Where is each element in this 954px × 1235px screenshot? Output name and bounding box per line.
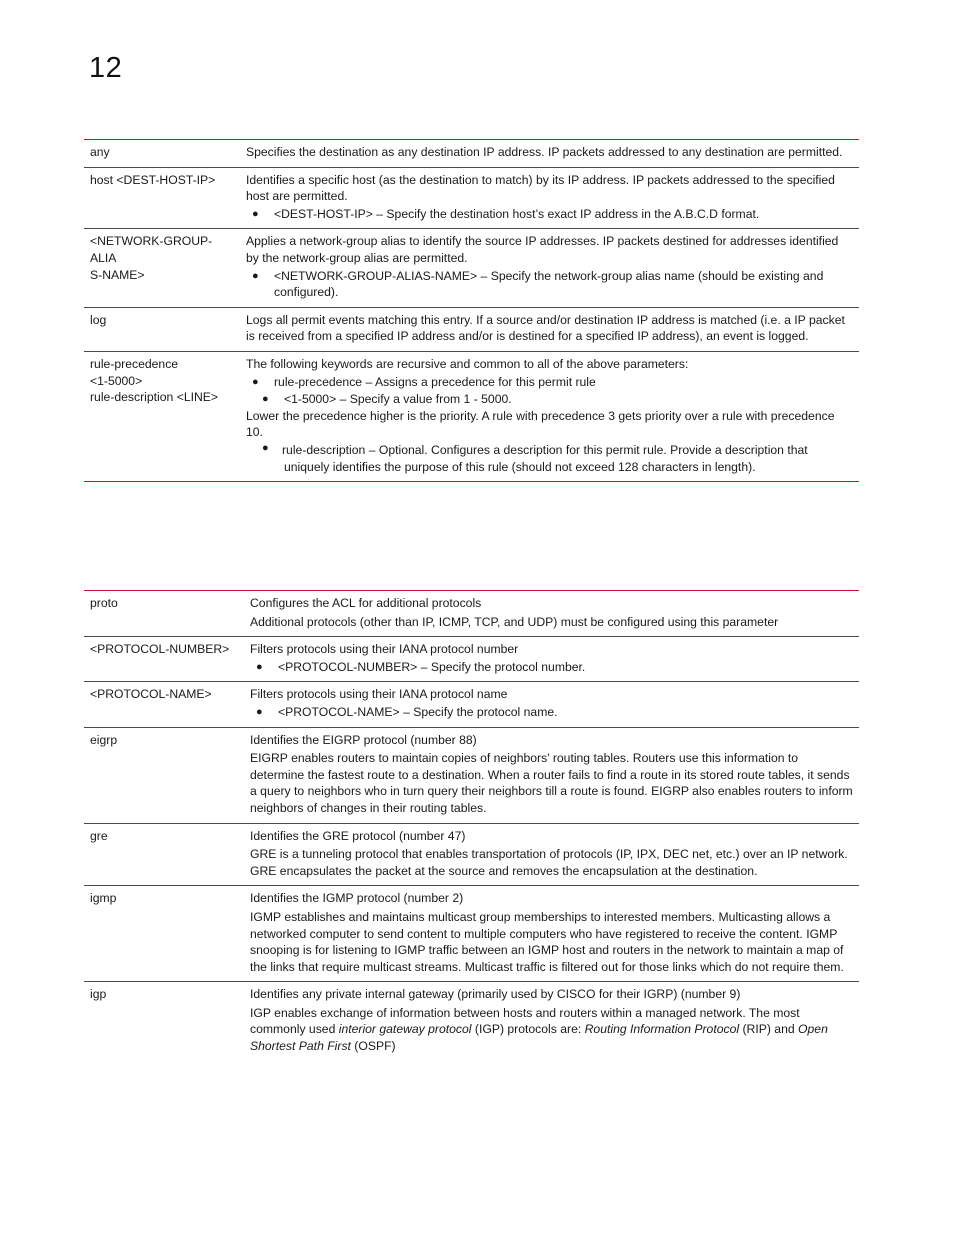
bullet-icon: ● bbox=[256, 705, 263, 718]
description-text: Additional protocols (other than IP, ICMP, TCP, and UDP) must be configured using this parameter bbox=[250, 614, 779, 629]
param-name: log bbox=[90, 312, 107, 327]
bullet-icon: ● bbox=[262, 441, 269, 454]
param-description bbox=[240, 140, 859, 168]
bullet-item bbox=[246, 374, 853, 391]
description-text: Filters protocols using their IANA protocol name bbox=[250, 687, 508, 702]
bullet-icon: ● bbox=[252, 207, 259, 220]
bullet-text: rule-description – Optional. Configures a description for this permit rule. Provide a description that uniquely identifies the purpose of this rule (should not exceed 128 characters in length). bbox=[282, 442, 808, 474]
param-name: igmp bbox=[90, 891, 117, 906]
table-row bbox=[84, 140, 859, 168]
param-name-line: S-NAME> bbox=[90, 267, 145, 282]
text-run: (OSPF) bbox=[350, 1039, 396, 1054]
param-name: igp bbox=[90, 987, 107, 1002]
description-text: EIGRP enables routers to maintain copies of neighbors’ routing tables. Routers use this information to determine the fastest route to a destination. When a router fails to find a route in its stored route tables, it sends a query to neighbors who in turn query their neighbors till a route is found. EIGRP also enables routers to inform neighbors of changes in their routing tables. bbox=[250, 751, 853, 815]
chapter-number: 12 bbox=[89, 52, 123, 84]
param-name: host <DEST-HOST-IP> bbox=[90, 172, 216, 187]
table-row bbox=[84, 682, 859, 727]
description-text: Logs all permit events matching this entry. If a source and/or destination IP address is matched (i.e. a IP packet is received from a specified IP address and/or is destined for a specified IP address), an event is logged. bbox=[246, 312, 845, 344]
bullet-item bbox=[250, 659, 853, 676]
parameter-table-destination bbox=[84, 139, 859, 482]
bullet-text: rule-precedence – Assigns a precedence for this permit rule bbox=[274, 374, 596, 389]
description-text: GRE is a tunneling protocol that enables transportation of protocols (IP, IPX, DEC net, etc.) over an IP network. GRE encapsulates the packet at the source and removes the encapsulation at the destination. bbox=[250, 847, 848, 878]
table-row bbox=[84, 637, 859, 682]
param-name: gre bbox=[90, 828, 108, 843]
text-run: IGP enables exchange of information between hosts and routers within a managed network. The most commonly used bbox=[250, 1005, 800, 1037]
bullet-item bbox=[246, 206, 853, 223]
param-description bbox=[240, 307, 859, 351]
param-description bbox=[240, 167, 859, 229]
description-text: Configures the ACL for additional protocols bbox=[250, 596, 482, 610]
bullet-item bbox=[246, 442, 853, 475]
param-description bbox=[244, 886, 859, 982]
table-row bbox=[84, 307, 859, 351]
param-name-line: rule-description <LINE> bbox=[90, 390, 219, 405]
description-text: Applies a network-group alias to identify the source IP addresses. IP packets destined for addresses identified by the network-group alias are permitted. bbox=[246, 234, 839, 265]
param-description bbox=[244, 637, 859, 682]
bullet-icon: ● bbox=[256, 660, 263, 673]
param-name: <PROTOCOL-NAME> bbox=[90, 687, 212, 702]
parameter-table-protocols bbox=[84, 590, 859, 1061]
param-description bbox=[244, 982, 859, 1061]
description-text: Identifies any private internal gateway (primarily used by CISCO for their IGRP) (number 9) bbox=[250, 987, 741, 1002]
param-description bbox=[240, 351, 859, 481]
table-row bbox=[84, 591, 859, 637]
bullet-icon: ● bbox=[262, 393, 269, 406]
emphasis-text: interior gateway protocol bbox=[338, 1022, 472, 1037]
param-name-line: rule-precedence bbox=[90, 356, 179, 371]
table-row bbox=[84, 823, 859, 886]
param-description bbox=[244, 823, 859, 886]
bullet-item bbox=[246, 268, 853, 301]
param-name bbox=[84, 351, 240, 481]
param-description bbox=[244, 682, 859, 727]
table-row bbox=[84, 351, 859, 481]
bullet-text: <PROTOCOL-NUMBER> – Specify the protocol number. bbox=[278, 659, 586, 674]
description-text: IGMP establishes and maintains multicast group memberships to interested members. Multicasting allows a networked computer to send content to multiple computers who have registered to receive the content. IGMP snooping is for listening to IGMP traffic between an IGMP host and routers in the network to maintain a map of the links that require multicast streams. Multicast traffic is filtered out for those links which do not require them. bbox=[250, 909, 844, 974]
description-text: Specifies the destination as any destination IP address. IP packets addressed to any destination are permitted. bbox=[246, 145, 843, 159]
param-name bbox=[84, 229, 240, 307]
description-text: Identifies a specific host (as the destination to match) by its IP address. IP packets addressed to the specified host are permitted. bbox=[246, 172, 835, 204]
bullet-item bbox=[250, 704, 853, 721]
emphasis-text: Routing Information Protocol bbox=[584, 1022, 740, 1037]
emphasis-text: Open Shortest Path First bbox=[250, 1022, 828, 1054]
description-text: Identifies the GRE protocol (number 47) bbox=[250, 828, 466, 843]
bullet-text: <PROTOCOL-NAME> – Specify the protocol name. bbox=[278, 704, 558, 719]
table-row bbox=[84, 727, 859, 823]
param-name: eigrp bbox=[90, 732, 118, 747]
param-name: proto bbox=[90, 596, 118, 610]
description-text: Identifies the IGMP protocol (number 2) bbox=[250, 891, 464, 906]
param-description bbox=[240, 229, 859, 307]
param-description bbox=[244, 591, 859, 637]
description-text: Identifies the EIGRP protocol (number 88) bbox=[250, 732, 477, 747]
bullet-text: <1-5000> – Specify a value from 1 - 5000. bbox=[284, 392, 512, 407]
bullet-text: <DEST-HOST-IP> – Specify the destination host’s exact IP address in the A.B.C.D format. bbox=[274, 206, 760, 221]
bullet-text: <NETWORK-GROUP-ALIAS-NAME> – Specify the network-group alias name (should be existing and configured). bbox=[274, 268, 824, 300]
param-name-line: <NETWORK-GROUP-ALIA bbox=[90, 234, 213, 265]
param-name-line: <1-5000> bbox=[90, 373, 143, 388]
bullet-item bbox=[246, 391, 853, 408]
param-name: any bbox=[90, 145, 110, 159]
description-text bbox=[250, 1005, 853, 1055]
param-name: <PROTOCOL-NUMBER> bbox=[90, 642, 230, 657]
bullet-icon: ● bbox=[252, 269, 259, 282]
description-text: Lower the precedence higher is the priority. A rule with precedence 3 gets priority over a rule with precedence 10. bbox=[246, 408, 835, 440]
bullet-icon: ● bbox=[252, 375, 259, 388]
table-row bbox=[84, 886, 859, 982]
text-run: (IGP) protocols are: bbox=[471, 1022, 585, 1037]
description-text: The following keywords are recursive and common to all of the above parameters: bbox=[246, 356, 689, 371]
description-text: Filters protocols using their IANA protocol number bbox=[250, 642, 519, 657]
table-row bbox=[84, 167, 859, 229]
table-row bbox=[84, 982, 859, 1061]
param-description bbox=[244, 727, 859, 823]
table-row bbox=[84, 229, 859, 307]
text-run: (RIP) and bbox=[739, 1022, 799, 1037]
